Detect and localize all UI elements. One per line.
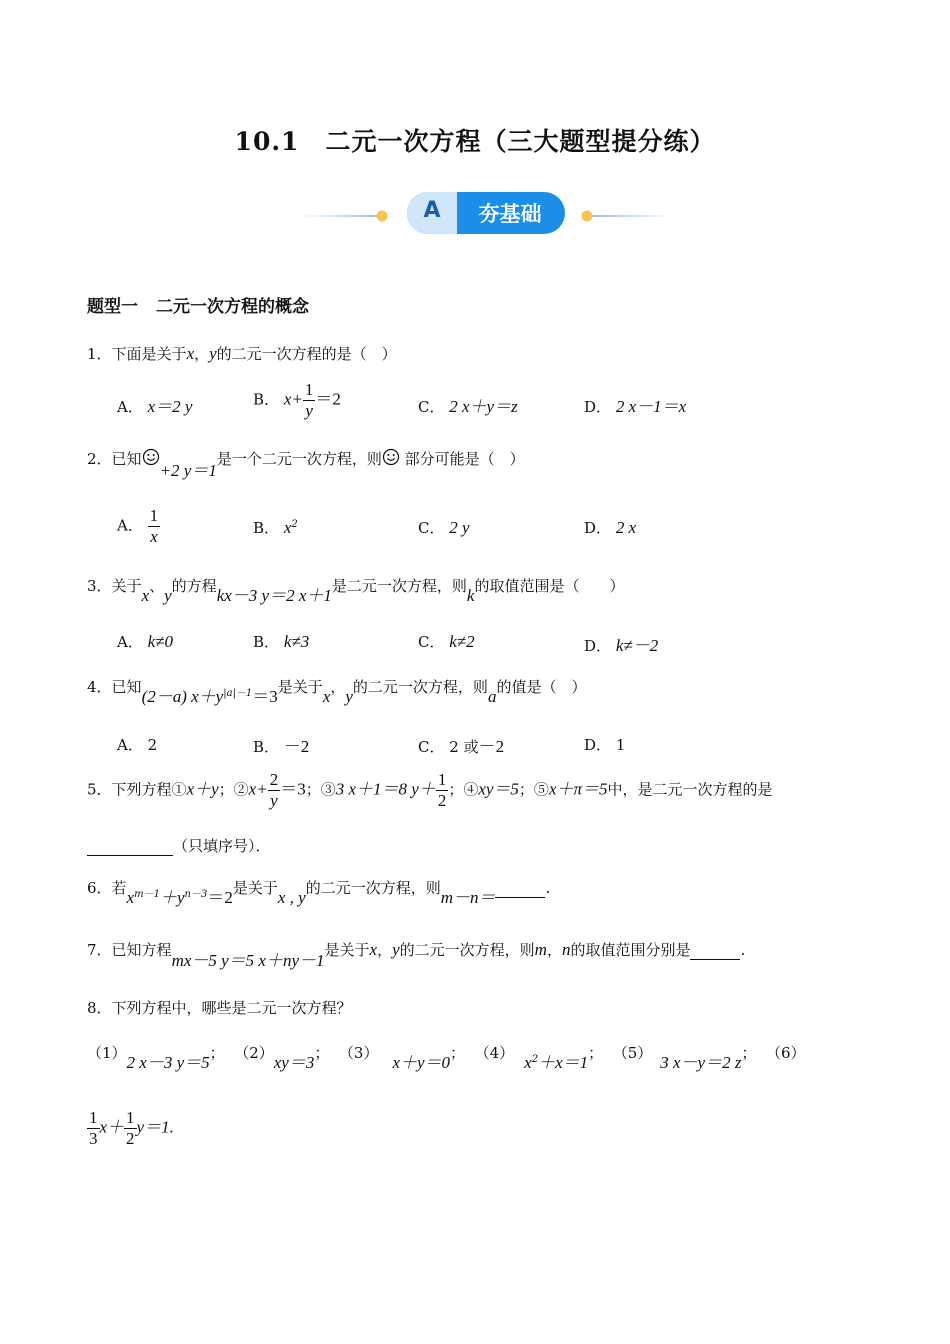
option-expr: x＝2 y (147, 397, 193, 416)
question-5 (87, 770, 773, 811)
q7-sep2: ， (546, 941, 562, 959)
banner-letter: A (423, 198, 441, 223)
option-expr: k≠0 (147, 632, 174, 651)
option-label: D． (584, 736, 612, 754)
q8-item-label: （6） (766, 1044, 806, 1062)
answer-blank[interactable] (87, 837, 173, 856)
q8-item-expr: 2 x－3 y＝5 (126, 1053, 210, 1072)
section-label: 题型一 (87, 297, 138, 317)
q8-items (87, 1038, 806, 1072)
q1-sep: ， (194, 345, 210, 363)
question-7 (87, 935, 746, 970)
q8-item-end: ； (209, 1044, 225, 1062)
q8-item-expr: x＋y＝0 (392, 1053, 451, 1072)
q5-sep2: ；③ (305, 780, 336, 799)
q2-pre: 已知 (111, 450, 142, 468)
numerator: 1 (89, 1108, 98, 1127)
q1-option-c[interactable] (418, 392, 518, 417)
q8-number: 8． (87, 999, 112, 1017)
q7-number: 7． (87, 941, 112, 959)
q8-item-label: （3） (338, 1044, 379, 1062)
q8-item-exp: 2 (531, 1054, 539, 1065)
q1-option-d[interactable] (584, 392, 686, 417)
option-expr: x (283, 518, 292, 537)
q5-eq2-tail: ＝3 (280, 779, 306, 799)
q6-base-x: x (126, 888, 135, 907)
q4-var-x: x (322, 687, 331, 706)
title-number: 10.1 (234, 127, 300, 156)
q4-mid2: 的二元一次方程，则 (352, 678, 488, 696)
q8-item-end: ； (450, 1044, 466, 1062)
option-label: D． (584, 398, 612, 416)
q1-stem: 下面是关于 (111, 345, 187, 363)
q6-pre: 若 (111, 879, 127, 897)
q5-line2-text: （只填序号）． (173, 837, 271, 855)
q2-mid: 是一个二元一次方程，则 (216, 450, 382, 468)
q6-exp2: n－3 (184, 889, 208, 900)
q8-item-end: ； (741, 1044, 757, 1062)
option-label: A． (117, 398, 143, 416)
q4-option-a[interactable] (117, 734, 157, 755)
denominator: y (305, 401, 313, 420)
answer-blank[interactable] (690, 941, 740, 960)
option-label: C． (418, 398, 445, 416)
q3-option-a[interactable] (117, 631, 173, 652)
q8-item-expr: 3 x－y＝2 z (660, 1053, 742, 1072)
q2-equation: +2 y＝1 (159, 461, 217, 480)
q8-item-6-expr (87, 1108, 174, 1149)
fraction (87, 1108, 100, 1149)
q5-sep4: ；⑤ (518, 780, 549, 799)
q8-item-label: （2） (234, 1044, 274, 1062)
option-label: B． (253, 390, 280, 409)
q5-eq1: x＋y (186, 779, 219, 799)
q3-var-k: k (466, 586, 475, 605)
q3-number: 3． (87, 577, 112, 595)
q5-sep3: ；④ (448, 780, 479, 799)
page-title (0, 122, 950, 158)
q4-var-a: a (487, 687, 497, 706)
q5-eq3: 3 x＋1＝8 y＋ (335, 779, 436, 799)
option-label: A． (117, 516, 143, 535)
denominator: x (150, 527, 158, 546)
option-label: D． (584, 637, 612, 655)
option-expr: 2 y (449, 518, 470, 537)
smiley-icon (382, 448, 400, 466)
q5-eq4: xy＝5 (478, 779, 519, 799)
option-expr: k≠－2 (615, 636, 659, 655)
banner-dot-left (377, 211, 388, 222)
q6-exp1: m－1 (134, 889, 160, 900)
q4-number: 4． (87, 678, 112, 696)
q8-item-label: （5） (612, 1044, 653, 1062)
option-expr-tail: ＝2 (315, 389, 341, 409)
option-expr: 2 x－1＝x (615, 397, 687, 416)
option-expr: 2 (147, 736, 158, 754)
q4-equation-left: (2－a) x＋y (141, 687, 224, 706)
question-2 (87, 444, 525, 480)
q8-item-rest: ＋x＝1 (538, 1053, 589, 1072)
q4-mid1: 是关于 (277, 678, 323, 696)
smiley-icon (142, 448, 160, 466)
q7-sep: ， (377, 941, 393, 959)
q5-eq5: x＋π＝5 (548, 779, 608, 799)
q1-option-a[interactable] (117, 392, 192, 417)
question-6 (87, 873, 551, 907)
q3-var-y: y (164, 586, 172, 605)
numerator: 1 (126, 1108, 135, 1127)
q4-sep: ， (330, 678, 346, 696)
q3-mid2: 是二元一次方程，则 (331, 577, 467, 595)
q3-equation: kx－3 y＝2 x＋1 (216, 586, 332, 605)
q2-number: 2． (87, 450, 112, 468)
q4-pre: 已知 (111, 678, 142, 696)
fraction (124, 1108, 137, 1149)
q7-var-x: x (369, 940, 378, 959)
exponent: 2 (291, 519, 298, 530)
q7-pre: 已知方程 (111, 941, 172, 959)
question-3 (87, 571, 625, 605)
q5-sep1: ；② (218, 780, 249, 799)
option-expr-tail: －2 (478, 737, 505, 756)
option-label: B． (253, 519, 280, 537)
q3-mid1: 的方程 (171, 577, 217, 595)
section-name: 二元一次方程的概念 (156, 297, 309, 317)
denominator: 2 (437, 791, 447, 810)
q5-pre: 下列方程① (111, 780, 187, 799)
title-text: 二元一次方程（三大题型提分练） (325, 127, 716, 156)
q4-exponent: |a|－1 (223, 688, 253, 699)
q6-tail: 的二元一次方程，则 (305, 879, 441, 897)
q8-item-end: ； (588, 1044, 604, 1062)
q2-option-a[interactable] (117, 506, 160, 547)
q5-eq2: x+ (248, 779, 268, 799)
q1-number: 1． (87, 345, 112, 363)
q3-option-b[interactable] (253, 631, 309, 652)
option-label: A． (117, 633, 143, 651)
numerator: 1 (304, 380, 314, 399)
q7-equation: mx－5 y＝5 x＋ny－1 (171, 951, 325, 970)
answer-blank[interactable] (495, 879, 545, 898)
q6-vars: x , y (277, 888, 306, 907)
q8-last-mid: x＋ (99, 1117, 125, 1137)
q4-option-c[interactable] (418, 732, 504, 757)
q3-var-x: x (141, 586, 150, 605)
q5-number: 5． (87, 780, 112, 799)
q3-tail: 的取值范围是（ ） (474, 577, 625, 595)
q4-tail: 的值是（ ） (496, 678, 587, 696)
q5-tail: 中，是二元一次方程的是 (607, 780, 773, 799)
q4-option-b[interactable] (253, 732, 309, 757)
numerator: 2 (269, 770, 279, 789)
q6-mid: 是关于 (232, 879, 278, 897)
numerator: 1 (149, 506, 159, 525)
option-expr: 1 (615, 736, 626, 754)
q2-option-b[interactable] (253, 517, 298, 538)
q2-option-c[interactable] (418, 517, 470, 538)
numerator: 1 (437, 770, 447, 789)
denominator: 3 (89, 1129, 98, 1148)
q6-end: . (545, 879, 551, 897)
q8-item-label: （4） (474, 1044, 515, 1062)
q6-answer-expr: m－n＝ (440, 888, 496, 907)
q1-var-y: y (209, 344, 217, 363)
q2-option-d[interactable] (584, 517, 636, 538)
fraction (148, 506, 161, 547)
q7-mid2: 的二元一次方程，则 (399, 941, 535, 959)
q7-var-m: m (534, 940, 547, 959)
q2-tail: 部分可能是（ ） (399, 450, 525, 468)
banner-dot-right (582, 211, 593, 222)
q8-last-tail: y＝1. (136, 1117, 174, 1137)
q3-option-c[interactable] (418, 631, 475, 652)
q5-line2 (87, 835, 271, 856)
option-label: D． (584, 519, 612, 537)
q7-var-y: y (392, 940, 400, 959)
q6-base-y: ＋y (159, 888, 185, 907)
q8-item-base: x (524, 1053, 532, 1072)
q1-var-x: x (186, 344, 195, 363)
banner-text: 夯基础 (478, 202, 542, 226)
question-4 (87, 672, 587, 706)
option-label: A． (117, 736, 143, 754)
question-8 (87, 997, 352, 1018)
section-heading (87, 292, 309, 317)
option-expr: k≠3 (283, 632, 310, 651)
option-label: C． (418, 738, 445, 756)
q7-tail: 的取值范围分别是 (570, 941, 691, 959)
option-label: B． (253, 738, 280, 756)
q3-sep: 、 (149, 577, 165, 595)
q6-rhs: ＝2 (207, 888, 233, 907)
fraction (268, 770, 281, 811)
option-label: C． (418, 633, 445, 651)
q8-item-expr (524, 1054, 588, 1072)
option-expr: x+ (283, 389, 303, 409)
q7-end: . (740, 941, 746, 959)
q3-pre: 关于 (111, 577, 142, 595)
fraction (436, 770, 449, 811)
option-expr: k≠2 (449, 632, 475, 651)
q8-item-end: ； (314, 1044, 330, 1062)
q6-equation (127, 889, 233, 907)
q8-item-expr: xy＝3 (273, 1053, 315, 1072)
q8-stem: 下列方程中，哪些是二元一次方程？ (111, 999, 352, 1017)
option-expr: 2 x＋y＝z (449, 397, 518, 416)
q6-number: 6． (87, 879, 112, 897)
denominator: y (270, 791, 278, 810)
denominator: 2 (126, 1129, 135, 1148)
option-expr: 2 或 (449, 738, 479, 756)
fraction (303, 380, 316, 421)
option-expr: 2 x (615, 518, 637, 537)
q3-option-d[interactable] (584, 631, 658, 656)
q4-option-d[interactable] (584, 734, 625, 755)
q7-mid: 是关于 (324, 941, 370, 959)
question-1 (87, 343, 397, 364)
option-label: C． (418, 519, 445, 537)
q7-var-n: n (561, 940, 571, 959)
q4-equation (142, 688, 278, 706)
q4-equation-right: ＝3 (252, 687, 278, 706)
option-label: B． (253, 633, 280, 651)
q4-var-y: y (345, 687, 353, 706)
option-expr: －2 (283, 737, 310, 756)
q1-tail: 的二元一次方程的是（ ） (216, 345, 397, 363)
level-banner (295, 188, 675, 238)
q8-item-label: （1） (87, 1044, 127, 1062)
q1-option-b[interactable] (253, 380, 341, 421)
